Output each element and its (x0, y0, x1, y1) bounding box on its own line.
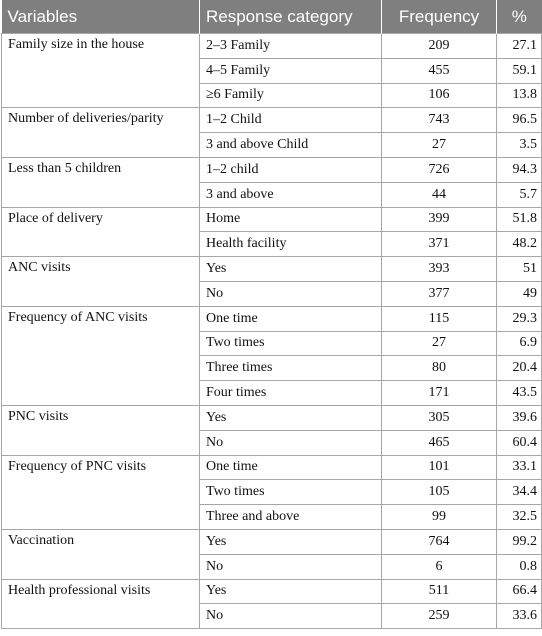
response-cell: One time (200, 306, 382, 331)
variable-cell: Health professional visits (2, 579, 200, 629)
variable-cell: PNC visits (2, 405, 200, 455)
variable-cell: Frequency of PNC visits (2, 455, 200, 529)
frequency-cell: 377 (382, 281, 497, 306)
response-cell: Three times (200, 356, 382, 381)
frequency-cell: 27 (382, 331, 497, 356)
percent-cell: 51 (497, 257, 542, 282)
percent-cell: 43.5 (497, 381, 542, 406)
frequency-cell: 259 (382, 604, 497, 629)
frequency-cell: 44 (382, 182, 497, 207)
response-cell: No (200, 281, 382, 306)
header-response-category: Response category (200, 0, 382, 34)
table-row (2, 405, 542, 430)
variable-cell: Family size in the house (2, 34, 200, 108)
variable-cell: Less than 5 children (2, 157, 200, 207)
table-row (2, 157, 542, 182)
percent-cell: 5.7 (497, 182, 542, 207)
frequency-cell: 371 (382, 232, 497, 257)
response-cell: 2–3 Family (200, 34, 382, 59)
header-percent: % (497, 0, 542, 34)
frequency-cell: 209 (382, 34, 497, 59)
response-cell: No (200, 554, 382, 579)
response-cell: No (200, 430, 382, 455)
response-cell: Yes (200, 529, 382, 554)
percent-cell: 51.8 (497, 207, 542, 232)
percent-cell: 29.3 (497, 306, 542, 331)
percent-cell: 20.4 (497, 356, 542, 381)
response-cell: Health facility (200, 232, 382, 257)
percent-cell: 94.3 (497, 157, 542, 182)
frequency-cell: 115 (382, 306, 497, 331)
percent-cell: 34.4 (497, 480, 542, 505)
percent-cell: 13.8 (497, 83, 542, 108)
header-variables: Variables (2, 0, 200, 34)
percent-cell: 66.4 (497, 579, 542, 604)
variable-cell: Vaccination (2, 529, 200, 579)
response-cell: Three and above (200, 505, 382, 530)
frequency-cell: 106 (382, 83, 497, 108)
response-cell: Home (200, 207, 382, 232)
percent-cell: 33.6 (497, 604, 542, 629)
response-cell: 3 and above (200, 182, 382, 207)
variable-cell: Frequency of ANC visits (2, 306, 200, 405)
response-cell: ≥6 Family (200, 83, 382, 108)
table-row (2, 306, 542, 331)
percent-cell: 48.2 (497, 232, 542, 257)
response-cell: 1–2 Child (200, 108, 382, 133)
table-body (2, 34, 542, 629)
frequency-cell: 80 (382, 356, 497, 381)
table-row (2, 529, 542, 554)
percent-cell: 99.2 (497, 529, 542, 554)
percent-cell: 59.1 (497, 58, 542, 83)
table-row (2, 257, 542, 282)
frequency-cell: 726 (382, 157, 497, 182)
percent-cell: 49 (497, 281, 542, 306)
response-cell: 4–5 Family (200, 58, 382, 83)
table-row (2, 34, 542, 59)
table-row (2, 108, 542, 133)
frequency-cell: 105 (382, 480, 497, 505)
table-row (2, 207, 542, 232)
response-cell: 1–2 child (200, 157, 382, 182)
frequency-cell: 171 (382, 381, 497, 406)
percent-cell: 27.1 (497, 34, 542, 59)
percent-cell: 60.4 (497, 430, 542, 455)
frequency-cell: 465 (382, 430, 497, 455)
frequency-cell: 6 (382, 554, 497, 579)
response-cell: No (200, 604, 382, 629)
response-cell: Yes (200, 405, 382, 430)
data-table (1, 0, 542, 629)
percent-cell: 39.6 (497, 405, 542, 430)
frequency-cell: 305 (382, 405, 497, 430)
header-row (2, 0, 542, 34)
percent-cell: 33.1 (497, 455, 542, 480)
table-row (2, 579, 542, 604)
frequency-cell: 743 (382, 108, 497, 133)
frequency-cell: 99 (382, 505, 497, 530)
frequency-cell: 455 (382, 58, 497, 83)
response-cell: Two times (200, 331, 382, 356)
response-cell: Four times (200, 381, 382, 406)
response-cell: Yes (200, 579, 382, 604)
percent-cell: 32.5 (497, 505, 542, 530)
variable-cell: Number of deliveries/parity (2, 108, 200, 158)
response-cell: Two times (200, 480, 382, 505)
frequency-cell: 27 (382, 133, 497, 158)
header-frequency: Frequency (382, 0, 497, 34)
percent-cell: 96.5 (497, 108, 542, 133)
frequency-cell: 764 (382, 529, 497, 554)
response-cell: Yes (200, 257, 382, 282)
frequency-cell: 393 (382, 257, 497, 282)
table-row (2, 455, 542, 480)
response-cell: 3 and above Child (200, 133, 382, 158)
frequency-cell: 101 (382, 455, 497, 480)
percent-cell: 0.8 (497, 554, 542, 579)
variable-cell: ANC visits (2, 257, 200, 307)
frequency-cell: 399 (382, 207, 497, 232)
variable-cell: Place of delivery (2, 207, 200, 257)
percent-cell: 6.9 (497, 331, 542, 356)
response-cell: One time (200, 455, 382, 480)
percent-cell: 3.5 (497, 133, 542, 158)
frequency-cell: 511 (382, 579, 497, 604)
